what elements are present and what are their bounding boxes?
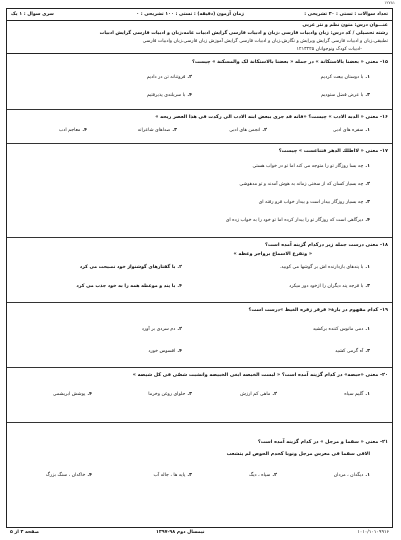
course-title: عنـــوان درس: متون نظم و نثر عربی [302, 23, 388, 28]
question-title: ۱۷- معنی « لااطلك الدهر فتناعست » چیست؟ [278, 148, 388, 154]
option-1[interactable]: ۱.سفره های ادبی [332, 128, 370, 133]
option-4[interactable]: ۴.با سربلندی پذیرفتیم [146, 93, 192, 98]
question-title: ۲۰- معنی «حبصه» در کدام گزینه آمده است؟ « لبست الخبصه ابغی الخبيصه وانشبت شصّی فی کل شیصه » [132, 372, 388, 378]
option-1[interactable]: ۱.دیگدان ، مردان [333, 473, 370, 478]
question-20 [7, 370, 392, 418]
option-1[interactable]: ۱.دمی مانوس کننده برکشید [312, 327, 370, 332]
question-separator [7, 237, 392, 238]
question-21 [7, 425, 392, 525]
exam-duration: زمان آزمون (دقیقه) : تستی : ۱۰۰ تشریحی : ۰ [136, 12, 244, 17]
option-2[interactable]: ۲.چه بسیار کسان که از سختی زمانه به هوش آمدند و تو مدهوشی [239, 182, 370, 187]
option-1[interactable]: ۱.با دوستان بیعت کردیم [320, 75, 370, 80]
term-label: نیمسال دوم ۹۸-۱۳۹۷ [156, 530, 205, 535]
field-line-2: تطبیقی،زبان و ادبیات فارسی گرایش ویرایش و نگارش،زبان و ادبیات فارسی گرایش آموزش زبان فارسی،زبان وادبیات فارسی [142, 39, 388, 44]
question-18 [7, 240, 392, 302]
option-3[interactable]: ۳.صداهای شاعرانه [137, 128, 177, 133]
option-2[interactable]: ۲.سپاه ، دیگ [249, 473, 277, 478]
option-3[interactable]: ۳.پایه ها ، جاله آب [153, 473, 192, 478]
field-line-1: رشته تحصیلی / کد درس: زبان وادبیات فارسی ،زبان و ادبیات فارسی گرایش ادبیات عامه،زبان و ادبیات فارسی گرایش ادبیات [99, 31, 388, 36]
exam-frame [6, 8, 393, 528]
header-divider [7, 20, 392, 21]
option-2[interactable]: ۲.با گفتارهای گوشنواز خود نصیحت می کرد [79, 265, 182, 270]
option-2[interactable]: ۲.دم سردی بر آورد [141, 327, 182, 332]
question-title: ۲۱- معنی « سقما و مرجل » در کدام گزینه آمده است؟ [257, 439, 388, 445]
option-4[interactable]: ۴.خاکدان ، سنگ بزرگ [45, 473, 92, 478]
option-3[interactable]: ۳.حلوای روغن وخرما [148, 392, 192, 397]
question-subtitle: « وتفرع الاسماع برواجر وعظه » [233, 251, 312, 257]
question-separator [7, 143, 392, 144]
header-bottom-divider [7, 53, 392, 54]
question-title: ۱۸- معنی درست جمله زیر درکدام گزینه آمده است؟ [265, 242, 388, 248]
question-title: ۱۹- کدام مفهوم در بارهٔ« قرقر زفره الغيظ »درست است؟ [248, 307, 388, 313]
option-4[interactable]: ۴.افسوس خورد [148, 349, 182, 354]
option-2[interactable]: ۲.انجمن های ادبی [229, 128, 267, 133]
option-3[interactable]: ۳.با عرض فضل ستودیم [320, 93, 370, 98]
question-16 [7, 112, 392, 142]
option-2[interactable]: ۲.فروتنانه تن در دادیم [146, 75, 192, 80]
option-4[interactable]: ۴.پوشش ابریشمی [52, 392, 92, 397]
question-19 [7, 305, 392, 367]
option-3[interactable]: ۳.آه گرمی کشید [335, 349, 370, 354]
option-4[interactable]: ۴.با پند و موعظه همه را به خود جذب می کرد [76, 284, 182, 289]
option-1[interactable]: ۱.با پندهای بازدارنده اش بر گوشها می کوبید. [279, 265, 370, 270]
question-title: ۱۵- معنی « بعضنا بالاستكانة » در جمله « بعضنا بالاستكانة لک والمسكنة » چیست؟ [192, 59, 388, 65]
option-1[interactable]: ۱.گلیم سیاه [344, 392, 370, 397]
series-label: سری سوال : ۱ یک [11, 12, 54, 17]
question-separator [7, 422, 392, 423]
question-separator [7, 109, 392, 110]
option-3[interactable]: ۳.چه بسیار روزگار بیدار است و بیدار خواب فرو رفته ای [258, 200, 370, 205]
corner-code: ۱۲۷۸۱ [384, 0, 395, 5]
page-number: صفحه ۳ از ۵ [10, 530, 40, 535]
option-4[interactable]: ۴.معاجم ادب [58, 128, 87, 133]
field-line-3: -ادبیات کودک ونوجوانان ۱۲۱۳۲۲۵ [296, 47, 362, 52]
option-1[interactable]: ۱.چه بسا روزگار تو را متوجه می کند اما تو در خواب هستی [252, 164, 370, 169]
page-footer [6, 528, 393, 538]
question-title: ۱۶- معنی « الدبه الادب » چیست؟ «فانه قد جری ببعض ابنه الادب الی رکدت فی هذا العصر ریحه » [155, 114, 388, 120]
header-top-row [7, 11, 392, 19]
option-4[interactable]: ۴.دیرگاهی است که روزگار تو را بیدار کرده اما تو خود را به خواب زده ای [225, 218, 370, 223]
exam-code: ۱۰۱۰/۱۰۱۰۹۹۱۶ [357, 530, 389, 535]
question-15 [7, 57, 392, 109]
question-subtitle: الاقی سقما فی معرس مرجل ونوبا کحدم الحوص لم یتشعب [226, 451, 370, 457]
option-2[interactable]: ۲.ماهی کم ارزش [240, 392, 277, 397]
question-separator [7, 302, 392, 303]
question-separator [7, 367, 392, 368]
question-count: تعداد سوالات : تستی : ۳۰ تشریحی : [304, 12, 388, 17]
option-3[interactable]: ۳.با فرجه پند دیگران را ازخود دور میکرد [289, 284, 370, 289]
